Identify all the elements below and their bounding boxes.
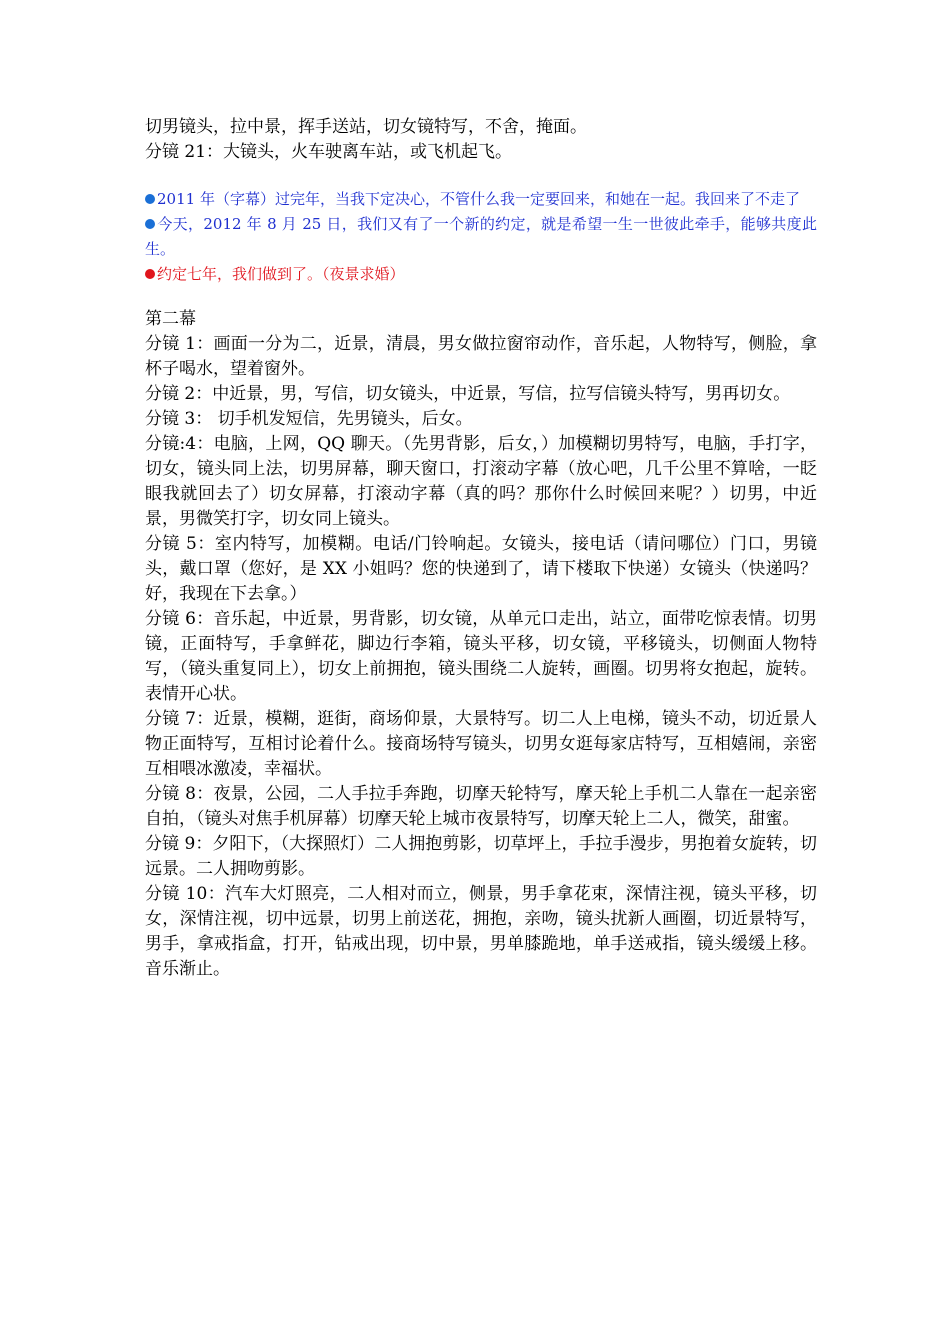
note-text: 约定七年，我们做到了。（夜景求婚） bbox=[157, 265, 405, 283]
blue-bullet-icon bbox=[145, 219, 155, 229]
shot-paragraph-7: 分镜 7：近景，模糊，逛街，商场仰景，大景特写。切二人上电梯，镜头不动，切近景人物正面特写，互相讨论着什么。接商场特写镜头，切男女逛每家店特写，互相嬉闹，亲密互相喂冰激凌，幸福状。 bbox=[145, 709, 817, 779]
red-bullet-icon bbox=[145, 269, 155, 279]
shot-paragraph-10: 分镜 10：汽车大灯照亮，二人相对而立，侧景，男手拿花束，深情注视，镜头平移，切女，深情注视，切中远景，切男上前送花，拥抱，亲吻，镜头扰新人画圈，切近景特写，男手，拿戒指盒，打开，钻戒出现，切中景，男单膝跪地，单手送戒指，镜头缓缓上移。音乐渐止。 bbox=[145, 884, 817, 979]
paragraph-opening-1: 切男镜头，拉中景，挥手送站，切女镜特写，不舍，掩面。 bbox=[145, 117, 587, 137]
shot-paragraph-5: 分镜 5：室内特写，加模糊。电话/门铃响起。女镜头，接电话（请问哪位）门口，男镜头，戴口罩（您好，是 XX 小姐吗？您的快递到了，请下楼取下快递）女镜头（快递吗？好，我现在下去拿。） bbox=[145, 534, 817, 604]
shot-paragraph-6: 分镜 6：音乐起，中近景，男背影，切女镜，从单元口走出，站立，面带吃惊表情。切男镜，正面特写，手拿鲜花，脚边行李箱，镜头平移，切女镜，平移镜头，切侧面人物特写，（镜头重复同上），切女上前拥抱，镜头围绕二人旋转，画圈。切男将女抱起，旋转。表情开心状。 bbox=[145, 609, 817, 704]
spacer bbox=[145, 165, 817, 187]
shot-paragraph-9: 分镜 9：夕阳下，（大探照灯）二人拥抱剪影，切草坪上，手拉手漫步，男抱着女旋转，切远景。二人拥吻剪影。 bbox=[145, 834, 817, 879]
note-text: 今天，2012 年 8 月 25 日，我们又有了一个新的约定，就是希望一生一世彼此牵手，能够共度此生。 bbox=[145, 215, 817, 258]
shot-paragraph-1: 分镜 1：画面一分为二，近景，清晨，男女做拉窗帘动作，音乐起，人物特写，侧脸，拿杯子喝水，望着窗外。 bbox=[145, 334, 817, 379]
note-item-2 bbox=[145, 212, 817, 262]
notes-block bbox=[145, 187, 817, 287]
shot-paragraph-4: 分镜:4：电脑，上网，QQ 聊天。（先男背影，后女，）加模糊切男特写，电脑，手打字，切女，镜头同上法，切男屏幕，聊天窗口，打滚动字幕（放心吧，几千公里不算啥，一眨眼我就回去了）切女屏幕，打滚动字幕（真的吗？那你什么时候回来呢？）切男，中近景，男微笑打字，切女同上镜头。 bbox=[145, 434, 817, 529]
document-body bbox=[145, 115, 817, 982]
shot-paragraph-3: 分镜 3： 切手机发短信，先男镜头，后女。 bbox=[145, 409, 473, 429]
shot-paragraph-2: 分镜 2：中近景，男，写信，切女镜头，中近景，写信，拉写信镜头特写，男再切女。 bbox=[145, 384, 791, 404]
note-item-1 bbox=[145, 187, 817, 212]
blue-bullet-icon bbox=[145, 194, 155, 204]
spacer bbox=[145, 287, 817, 307]
note-text: 2011 年（字幕）过完年，当我下定决心，不管什么我一定要回来，和她在一起。我回来了不走了 bbox=[157, 190, 800, 208]
shot-paragraph-8: 分镜 8：夜景，公园，二人手拉手奔跑，切摩天轮特写，摩天轮上手机二人靠在一起亲密自拍，（镜头对焦手机屏幕）切摩天轮上城市夜景特写，切摩天轮上二人，微笑，甜蜜。 bbox=[145, 784, 817, 829]
paragraph-opening-2: 分镜 21：大镜头，火车驶离车站，或飞机起飞。 bbox=[145, 142, 513, 162]
act-title: 第二幕 bbox=[145, 309, 196, 329]
note-item-3 bbox=[145, 262, 817, 287]
